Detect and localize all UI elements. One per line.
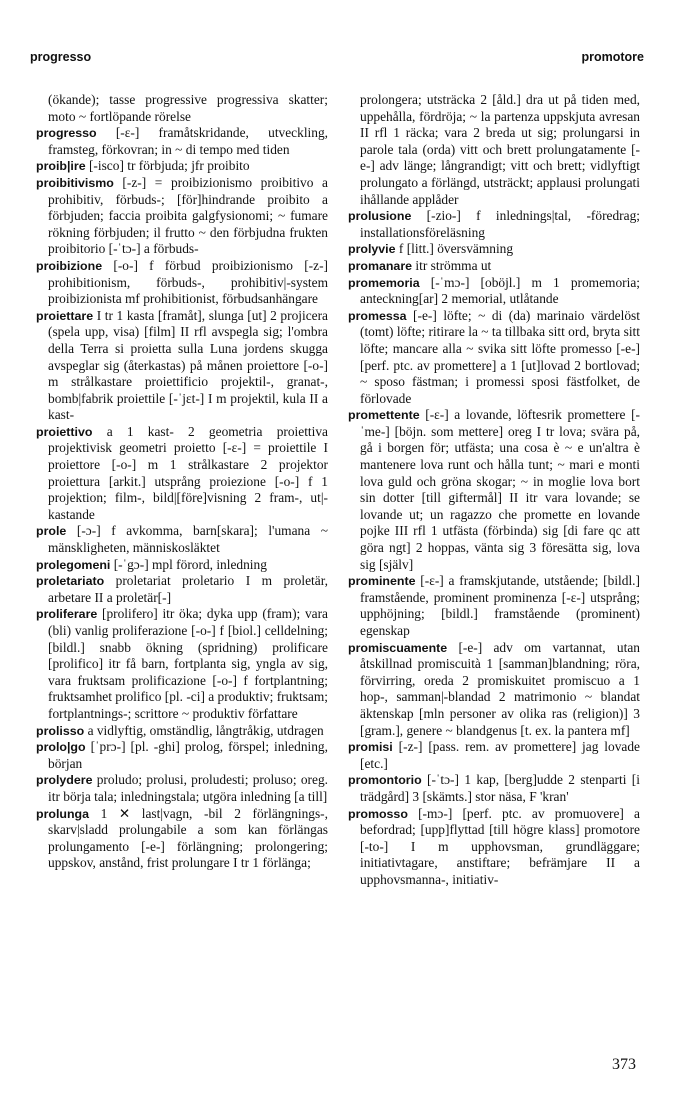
- right-column: [348, 92, 640, 889]
- dictionary-entry: [36, 523, 328, 556]
- entry-headword: promiscuamente: [348, 640, 448, 655]
- dictionary-entry: [348, 258, 640, 275]
- dictionary-entry: [348, 208, 640, 241]
- entry-text: [ˈprɔ-] [pl. -ghi] prolog, förspel; inledning, början: [48, 739, 328, 771]
- entry-headword: proibitivismo: [36, 175, 114, 190]
- guide-word-right: promotore: [581, 50, 644, 64]
- page-number: 373: [612, 1056, 636, 1073]
- entry-text: [-zio-] f inlednings|tal, -föredrag; installationsföreläsning: [360, 208, 640, 240]
- dictionary-entry: [36, 573, 328, 606]
- dictionary-entry: [36, 158, 328, 175]
- entry-text: [-o-] f förbud proibizionismo [-z-] prohibitionism, förbuds-, prohibitiv|-system proibizionista mf prohibitionist, förbudsanhängare: [48, 257, 328, 307]
- entry-headword: promanare: [348, 258, 413, 273]
- dictionary-entry: [348, 308, 640, 408]
- dictionary-entry: [348, 92, 640, 208]
- dictionary-entry: [36, 92, 328, 125]
- dictionary-entry: [348, 739, 640, 772]
- entry-text: [-ˈgɔ-] mpl förord, inledning: [113, 556, 267, 572]
- entry-headword: prolegomeni: [36, 557, 111, 572]
- entry-text: itr strömma ut: [415, 257, 492, 273]
- entry-headword: prolydere: [36, 773, 93, 788]
- entry-headword: promosso: [348, 806, 408, 821]
- entry-text: [-z-] [pass. rem. av promettere] jag lovade [etc.]: [360, 739, 640, 771]
- guide-word-left: progresso: [30, 50, 92, 64]
- dictionary-entry: [36, 772, 328, 805]
- entry-text: (ökande); tasse progressive progressiva skatter; moto ~ fortlöpande rörelse: [48, 92, 328, 124]
- dictionary-entry: [36, 308, 328, 424]
- entry-text: prolongera; utsträcka 2 [åld.] dra ut på tiden med, uppehålla, fördröja; ~ la partenza uppskjuta avresan II rfl 1 räcka; vara 2 breda ut sig; prolungarsi in parole tala (orda) vitt och brett prolungatamente [-e-] adv länge; långrandigt; vitt och brett; vidlyftigt prolungato a förlängd, utsträckt; applausi prolungati ihållande applåder: [360, 92, 640, 207]
- entry-text: proludo; prolusi, proludesti; proluso; oreg. itr börja tala; inledningstala; utgöra inledning [a till]: [48, 772, 328, 804]
- dictionary-entry: [348, 772, 640, 805]
- dictionary-entry: [36, 258, 328, 308]
- entry-headword: proiettare: [36, 308, 94, 323]
- entry-text: a 1 kast- 2 geometria proiettiva projektivisk geometri proietto [-ɛ-] = proiettile I proiettore [-o-] m 1 strålkastare 2 projektor proiettura [arkit.] utsprång proiezione [-o-] f 1 projektion; film-, bild|[före]visning 2 fram-, ut|-kastande: [48, 423, 329, 522]
- left-column: [36, 92, 328, 872]
- entry-headword: proliferare: [36, 607, 98, 622]
- entry-headword: prolyvie: [348, 242, 396, 257]
- entry-text: a vidlyftig, omständlig, långtråkig, utdragen: [87, 722, 324, 738]
- dictionary-entry: [36, 424, 328, 524]
- entry-headword: proibizione: [36, 258, 103, 273]
- entry-headword: promemoria: [348, 275, 420, 290]
- dictionary-entry: [348, 640, 640, 740]
- entry-headword: prolusione: [348, 209, 412, 224]
- entry-headword: prominente: [348, 574, 416, 589]
- entry-headword: promessa: [348, 308, 407, 323]
- dictionary-entry: [36, 739, 328, 772]
- entry-text: f [litt.] översvämning: [398, 241, 514, 257]
- entry-text: [prolifero] itr öka; dyka upp (fram); vara (bli) vanlig proliferazione [-o-] f [biol.] celldelning; [bildl.] snabb ökning (spridning) prolificare [prolifico] itr få barn, fortplanta sig, yngla av sig, vara fruktsam prolificazione [-o-] f fortplantning; fruktsamhet prolifico [pl. -ci] a produktiv; fruktsam; fortplantnings-; scrittore ~ produktiv författare: [48, 606, 329, 721]
- entry-headword: prolunga: [36, 806, 89, 821]
- dictionary-entry: [36, 557, 328, 574]
- dictionary-entry: [348, 241, 640, 258]
- entry-headword: prolisso: [36, 723, 85, 738]
- entry-text: [-ˈtɔ-] 1 kap, [berg]udde 2 stenparti [i trädgård] 3 [skämts.] stor näsa, F 'kran': [360, 772, 640, 804]
- dictionary-entry: [348, 573, 640, 639]
- dictionary-entry: [348, 806, 640, 889]
- dictionary-entry: [36, 723, 328, 740]
- entry-text: [-ɛ-] framåtskridande, utveckling, framsteg, förkovran; in ~ di tempo med tiden: [48, 125, 328, 157]
- entry-headword: proiettivo: [36, 424, 93, 439]
- entry-text: [-ɔ-] f avkomma, barn[skara]; l'umana ~ mänskligheten, människosläktet: [48, 523, 328, 556]
- dictionary-entry: [36, 606, 328, 722]
- entry-text: [-ˈmɔ-] [oböjl.] m 1 promemoria; anteckning[ar] 2 memorial, utlåtande: [360, 274, 640, 307]
- dictionary-entry: [36, 806, 328, 872]
- entry-text: I tr 1 kasta [framåt], slunga [ut] 2 projicera (spela upp, visa) [film] II rfl avspegla sig; l'ombra della Terra si proietta sulla Luna jordens skugga avspeglar sig (återkastas) på månen proiettore [-o-] m strålkastare proiettificio projektil-, granat-, bomb|fabrik proiettile [-ˈjɛt-] I m projektil, kula II a kast-: [48, 307, 329, 423]
- dictionary-entry: [36, 125, 328, 158]
- dictionary-entry: [348, 275, 640, 308]
- entry-text: [-ɛ-] a lovande, löftesrik promettere [-ˈme-] [böjn. som mettere] oreg I tr lova; svära på, gå i borgen för; utfästa; una cosa è ~ e un'altra è mantenere lova runt och hålla tunt; ~ mari e monti lova guld och gröna skogar; ~ in moglie lova bort sin dotter [till giftermål] II itr vara lovande; se lovande ut; un ragazzo che promette en lovande pojke III rfl 1 utfästa (förbinda) sig [di fare qc att göra ngt] 2 hoppas, vänta sig 3 föresätta sig, lova sig [själv]: [360, 407, 640, 572]
- entry-headword: prole: [36, 524, 67, 539]
- entry-text: [-z-] = proibizionismo proibitivo a prohibitiv, förbuds-; [för]hindrande proibito a förbjuden; faccia proibita galgfysionomi; ~ fumare rökning förbjuden; il frutto ~ den förbjudna frukten proibitorio [-ˈtɔ-] a förbuds-: [48, 174, 328, 257]
- entry-headword: promettente: [348, 408, 420, 423]
- entry-headword: proib|ire: [36, 159, 86, 174]
- entry-headword: promontorio: [348, 773, 422, 788]
- entry-headword: prolo|go: [36, 740, 86, 755]
- entry-headword: promisi: [348, 740, 393, 755]
- entry-text: [-e-] löfte; ~ di (da) marinaio värdelöst (tomt) löfte; ritirare la ~ ta tillbaka sitt ord, bryta sitt löfte; mancare alla ~ svika sitt löfte promesso [-e-] [perf. ptc. av promettere] a 1 [ut]lovad 2 bortlovad; ~ sposo fästman; i promessi sposi fästfolket, de förlovade: [360, 307, 640, 406]
- entry-text: [-mɔ-] [perf. ptc. av promuovere] a befordrad; [upp]flyttad [till högre klass] promotore [-to-] I m upphovsman, grundläggare; initiativtagare, anstiftare; befrämjare II a upphovsmanna-, initiativ-: [360, 805, 640, 887]
- entry-text: proletariat proletario I m proletär, arbetare II a proletär[-]: [48, 573, 328, 605]
- entry-headword: progresso: [36, 126, 97, 141]
- entry-text: [-e-] adv om vartannat, utan åtskillnad promiscuità 1 [samman]blandning; röra, förvirring, oreda 2 promiskuitet promiscuo a 1 hop-, samman|-blandad 2 matrimonio ~ blandat äktenskap [mln personer av olika ras (religion)] 3 [gram.], genere ~ blandgenus [t. ex. la pantera mf]: [360, 639, 640, 738]
- entry-headword: proletariato: [36, 574, 105, 589]
- entry-text: 1 ✕ last|vagn, -bil 2 förlängnings-, skarv|sladd prolungabile a som kan förlängas prolungamento [-e-] förlängning; prolongering; uppskov, anstånd, frist prolungare I tr 1 förlänga;: [48, 805, 328, 871]
- dictionary-entry: [348, 407, 640, 573]
- entry-text: [-isco] tr förbjuda; jfr proibito: [88, 158, 250, 174]
- entry-text: [-ɛ-] a framskjutande, utstående; [bildl.] framstående, prominent prominenza [-ɛ-] utsprång; upphöjning; [bildl.] framstående (prominent) egenskap: [360, 573, 640, 638]
- dictionary-entry: [36, 175, 328, 258]
